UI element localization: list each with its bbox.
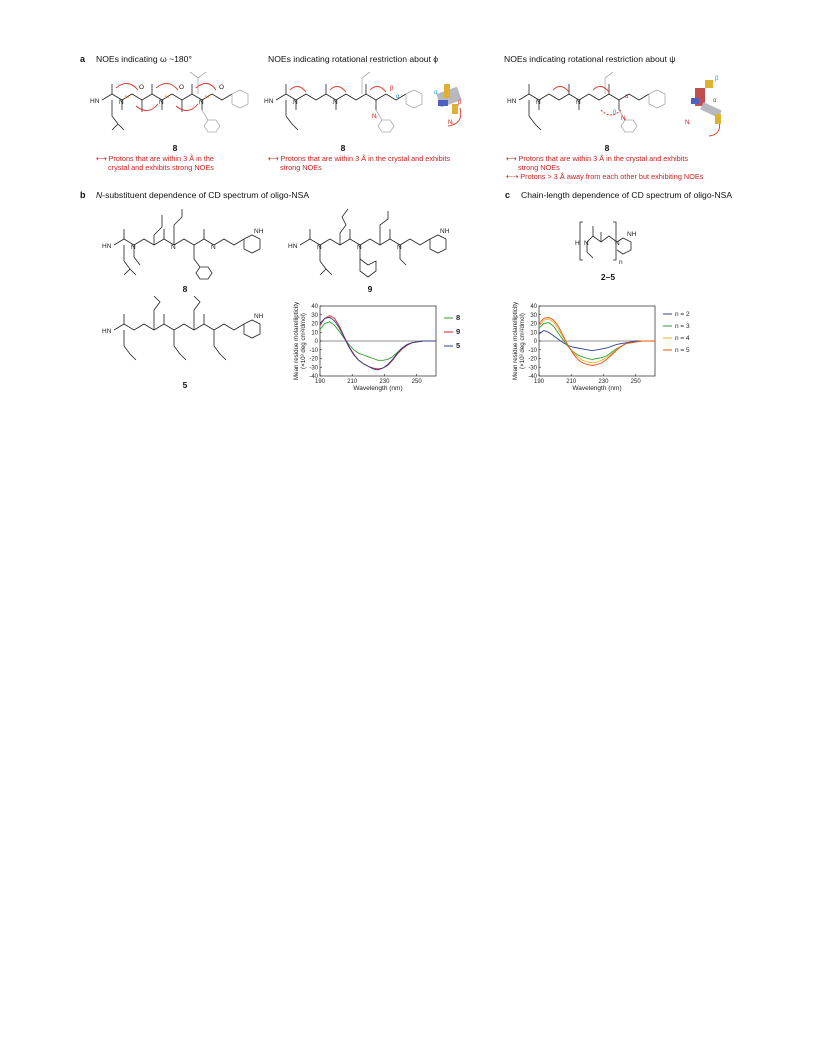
svg-text:β: β <box>613 110 617 116</box>
svg-text:N: N <box>576 99 581 106</box>
x-tick-label: 190 <box>533 379 545 385</box>
series-line-1 <box>320 316 436 369</box>
compound-label-c: 2–5 <box>600 272 616 282</box>
panel-b-title: N-substituent dependence of CD spectrum of oligo-NSA <box>96 190 310 200</box>
y-tick-label: -10 <box>309 347 318 354</box>
compound-label-b9: 9 <box>367 284 373 294</box>
svg-text:NH: NH <box>440 228 450 235</box>
y-tick-label: -40 <box>309 374 318 380</box>
svg-text:N: N <box>211 244 216 251</box>
cd-chart-b <box>286 298 476 398</box>
svg-text:NH: NH <box>627 231 637 238</box>
svg-text:N: N <box>584 240 589 247</box>
y-tick-label: -20 <box>528 356 537 363</box>
compound-label-a2: 8 <box>340 143 346 153</box>
svg-text:N: N <box>615 240 620 247</box>
legend-a3-line3: Protons > 3 Å away from each other but exhibiting NOEs <box>520 172 704 181</box>
svg-text:N: N <box>159 99 164 106</box>
legend-label-2: n = 4 <box>675 335 690 343</box>
svg-text:HN: HN <box>102 243 112 250</box>
panel-a-col2-title: NOEs indicating rotational restriction about ϕ <box>268 54 439 64</box>
svg-text:N: N <box>536 99 541 106</box>
svg-text:N: N <box>317 244 322 251</box>
svg-text:HN: HN <box>90 98 100 105</box>
svg-text:N: N <box>171 244 176 251</box>
y-tick-label: 40 <box>530 304 537 310</box>
y-tick-label: 20 <box>530 321 537 328</box>
panel-a-letter: a <box>80 54 86 64</box>
panel-c-title: Chain-length dependence of CD spectrum of oligo-NSA <box>521 190 733 200</box>
legend-a3 <box>506 154 746 181</box>
cd-chart-c <box>505 298 735 398</box>
svg-text:N: N <box>119 99 124 106</box>
legend-a1-line1: Protons that are within 3 Å in the <box>108 154 214 163</box>
y-tick-label: 30 <box>530 312 537 319</box>
dashed-double-arrow-icon: ⇠⇢ <box>506 172 519 181</box>
y-tick-label: -10 <box>528 347 537 354</box>
legend-a2-line2: strong NOEs <box>280 163 322 172</box>
svg-text:O: O <box>219 84 225 91</box>
y-tick-label: 0 <box>314 339 318 345</box>
legend-a2 <box>268 154 478 172</box>
panel-a-col1-title: NOEs indicating ω ~180° <box>96 54 192 64</box>
svg-text:O: O <box>139 84 145 91</box>
svg-text:NH: NH <box>254 228 264 235</box>
panel-b-letter: b <box>80 190 86 200</box>
svg-text:β: β <box>390 86 394 92</box>
structure-2-5 <box>575 218 645 266</box>
structure-9 <box>286 205 466 283</box>
legend-label-0: n = 2 <box>675 311 690 319</box>
svg-text:α: α <box>713 98 717 104</box>
y-tick-label: -30 <box>528 365 537 372</box>
svg-text:H: H <box>575 240 580 247</box>
svg-text:HN: HN <box>288 243 298 250</box>
y-axis-label-line1: Mean residue molarellipticity <box>293 301 300 381</box>
y-tick-label: 30 <box>311 312 318 319</box>
svg-text:N: N <box>131 244 136 251</box>
structure-8-omega <box>88 64 263 142</box>
y-axis-label-line2: (×10³ deg cm²/dmol) <box>519 313 526 369</box>
double-arrow-icon: ⟷ <box>96 154 107 163</box>
x-tick-label: 250 <box>630 379 641 385</box>
svg-text:Nᵢ: Nᵢ <box>685 120 691 126</box>
x-tick-label: 250 <box>411 379 422 385</box>
x-tick-label: 210 <box>347 379 358 385</box>
structure-8-phi <box>262 64 472 142</box>
svg-text:Nᵢ: Nᵢ <box>621 116 627 122</box>
svg-text:ω: ω <box>165 94 170 100</box>
x-tick-label: 210 <box>566 379 577 385</box>
legend-a2-line1: Protons that are within 3 Å in the crystal and exhibits <box>280 154 451 163</box>
double-arrow-icon: ⟷ <box>506 154 517 163</box>
y-tick-label: -30 <box>309 365 318 372</box>
svg-text:HN: HN <box>507 98 517 105</box>
svg-text:HN: HN <box>264 98 274 105</box>
y-tick-label: 40 <box>311 304 318 310</box>
y-tick-label: 20 <box>311 321 318 328</box>
legend-a3-line1: Protons that are within 3 Å in the crystal and exhibits <box>518 154 689 163</box>
panel-a-col3-title: NOEs indicating rotational restriction about ψ <box>504 54 676 64</box>
series-line-2 <box>320 317 436 370</box>
structure-5 <box>100 290 270 368</box>
x-axis-label: Wavelength (nm) <box>572 385 622 392</box>
svg-text:O: O <box>179 84 185 91</box>
structure-8-psi <box>505 64 735 142</box>
svg-text:ω: ω <box>125 94 130 100</box>
svg-text:α: α <box>434 90 438 96</box>
y-tick-label: 10 <box>311 330 318 337</box>
compound-label-b8: 8 <box>182 284 188 294</box>
y-tick-label: -40 <box>528 374 537 380</box>
legend-label-1: 9 <box>456 327 461 337</box>
svg-text:N: N <box>397 244 402 251</box>
svg-text:α: α <box>396 94 400 100</box>
svg-text:NH: NH <box>254 313 264 320</box>
svg-text:Nᵢ: Nᵢ <box>372 114 378 120</box>
svg-text:N: N <box>199 99 204 106</box>
x-tick-label: 230 <box>379 379 390 385</box>
svg-text:N: N <box>357 244 362 251</box>
legend-a1 <box>96 154 266 172</box>
svg-text:β: β <box>458 100 462 106</box>
y-axis-label-line1: Mean residue molarellipticity <box>512 301 519 381</box>
y-tick-label: 10 <box>530 330 537 337</box>
legend-label-0: 8 <box>456 313 461 323</box>
svg-text:β: β <box>715 76 719 82</box>
legend-a3-line2: strong NOEs <box>518 163 560 172</box>
structure-8 <box>100 205 270 283</box>
series-line-0 <box>539 331 655 351</box>
legend-label-2: 5 <box>456 341 461 351</box>
svg-text:HN: HN <box>102 328 112 335</box>
y-tick-label: 0 <box>533 339 537 345</box>
legend-label-1: n = 3 <box>675 323 690 331</box>
svg-text:N: N <box>293 99 298 106</box>
svg-text:n: n <box>619 259 623 266</box>
svg-text:α: α <box>625 94 629 100</box>
svg-text:N: N <box>333 99 338 106</box>
compound-label-a1: 8 <box>172 143 178 153</box>
svg-text:Nᵢ: Nᵢ <box>448 120 454 126</box>
legend-a1-line2: crystal and exhibits strong NOEs <box>108 163 214 172</box>
legend-label-3: n = 5 <box>675 347 690 355</box>
x-tick-label: 190 <box>314 379 326 385</box>
y-tick-label: -20 <box>309 356 318 363</box>
panel-c-letter: c <box>505 190 511 200</box>
compound-label-a3: 8 <box>604 143 610 153</box>
x-axis-label: Wavelength (nm) <box>353 385 403 392</box>
svg-text:ω: ω <box>205 94 210 100</box>
compound-label-b5: 5 <box>182 380 188 390</box>
y-axis-label-line2: (×10³ deg cm²/dmol) <box>300 313 307 369</box>
double-arrow-icon: ⟷ <box>268 154 279 163</box>
x-tick-label: 230 <box>598 379 609 385</box>
